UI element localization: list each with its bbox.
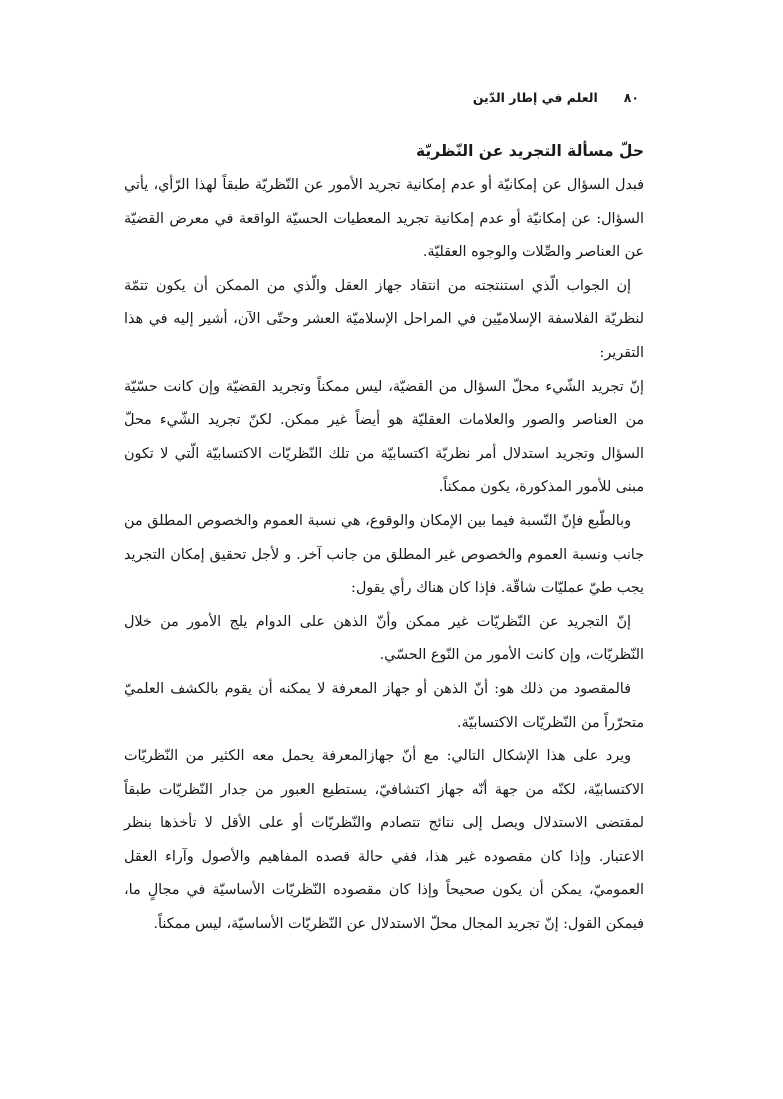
paragraph-3: إنّ تجريد الشّيء محلّ السؤال من القضيّة، ليس ممكناً وتجريد القضيّة وإن كانت حسّيّة من العناصر والصور والعلامات العقليّة هو أيضاً غير ممكن. لكنّ تجريد الشّيء محلّ السؤال وتجريد استدلال أمر نظريّة اكتسابيّة من تلك النّظريّات الاكتسابيّة الّتي لا تكون مبنى للأمور المذكورة، يكون ممكناً.	[124, 378, 644, 496]
body-text	[124, 133, 644, 942]
section-heading: حلّ مسألة التجريد عن النّظريّة	[415, 142, 644, 160]
paragraph-4: وبالطّبع فإنّ النّسبة فيما بين الإمكان والوقوع، هي نسبة العموم والخصوص المطلق من جانب ونسبة العموم والخصوص غير المطلق من جانب آخر. و لأجل تحقيق إمكان التجريد يجب طيّ عمليّات شاقّة. فإذا كان هناك رأي يقول:	[124, 512, 644, 597]
running-title: العلم في إطار الدّين	[472, 90, 598, 105]
paragraph-5: إنّ التجريد عن النّظريّات غير ممكن وأنّ الذهن على الدوام يلج الأمور من خلال النّظريّات، وإن كانت الأمور من النّوع الحسّي.	[124, 613, 644, 664]
paragraph-2: إن الجواب الّذي استنتجته من انتقاد جهاز العقل والّذي من الممكن أن يكون تتمّة لنظريّة الفلاسفة الإسلاميّين في المراحل الإسلاميّة العشر وحتّى الآن، أشير إليه في هذا التقرير:	[124, 277, 644, 361]
paragraph-7: ويرد على هذا الإشكال التالي: مع أنّ جهازالمعرفة يحمل معه الكثير من النّظريّات الاكتسابيّة، لكنّه من جهة أنّه جهاز اكتشافيّ، يستطيع العبور من جدار النّظريّات طبقاً لمقتضى الاستدلال ويصل إلى نتائج تتصادم والنّظريّات أو على الأقل لا تأخذها بنظر الاعتبار. وإذا كان مقصوده غير هذا، ففي حالة قصده المفاهيم والأصول وآراء العقل العموميّ، يمكن أن يكون صحيحاً وإذا كان مقصوده النّظريّات الأساسيّة في مجالٍ ما، فيمكن القول: إنّ تجريد المجال محلّ الاستدلال عن النّظريّات الأساسيّة، ليس ممكناً.	[124, 748, 644, 933]
paragraph-6: فالمقصود من ذلك هو: أنّ الذهن أو جهاز المعرفة لا يمكنه أن يقوم بالكشف العلميّ متحرّراً من النّظريّات الاكتسابيّة.	[124, 680, 644, 731]
running-header	[473, 90, 639, 105]
page-number: ٨٠	[623, 90, 639, 105]
paragraph-1: فبدل السؤال عن إمكانيّة أو عدم إمكانية تجريد الأمور عن النّظريّة طبقاً لهذا الرّأي، يأتي السؤال: عن إمكانيّة أو عدم إمكانية تجريد المعطيات الحسيّة الواقعة في معرض القضيّة عن العناصر والصِّلات والوجوه العقليّة.	[124, 177, 644, 261]
